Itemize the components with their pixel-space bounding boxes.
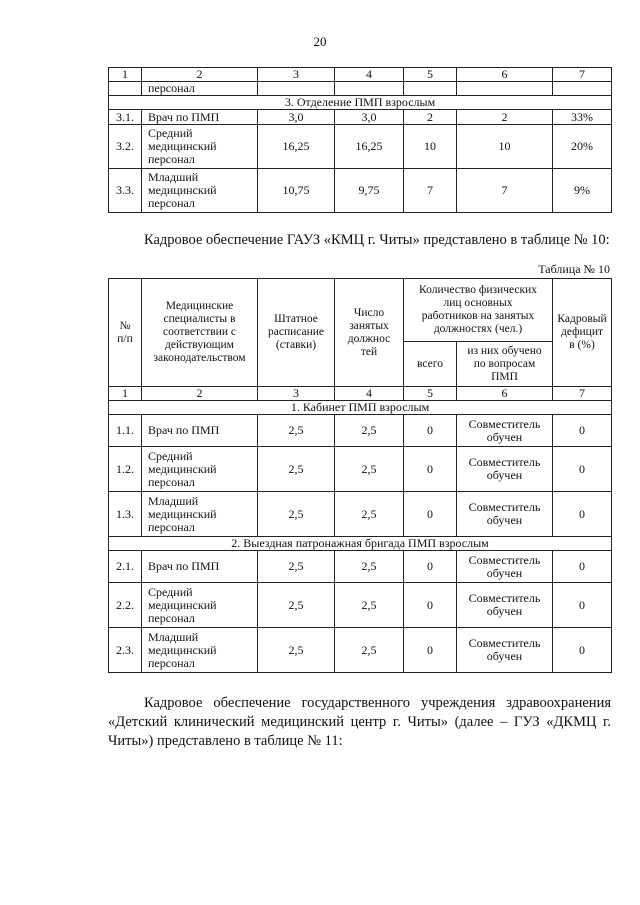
table-row — [109, 551, 612, 583]
table-cell: 1 — [109, 68, 142, 82]
table-row — [109, 583, 612, 628]
table-cell: 9,75 — [335, 169, 404, 213]
table-row — [109, 415, 612, 447]
table-cell: 10,75 — [258, 169, 335, 213]
table-cell: Совместитель обучен — [457, 551, 553, 583]
header-occupied: Число занятых должнос тей — [335, 279, 404, 387]
table-cell: 0 — [404, 628, 457, 673]
table-cell: 3.1. — [109, 110, 142, 125]
table-cell: 2,5 — [258, 447, 335, 492]
header-num: № п/п — [109, 279, 142, 387]
table-cell: 0 — [553, 551, 612, 583]
table10-caption: Таблица № 10 — [538, 262, 610, 276]
table-cell: 5 — [404, 387, 457, 401]
table-cell: Средний медицинский персонал — [142, 583, 258, 628]
table-cell: Младший медицинский персонал — [142, 169, 258, 213]
section-row — [109, 96, 612, 110]
table-row — [109, 492, 612, 537]
table-cell: 6 — [457, 68, 553, 82]
table-cell: 0 — [404, 551, 457, 583]
header-total: всего — [404, 342, 457, 387]
table-cell: 9% — [553, 169, 612, 213]
table-cell: 2,5 — [258, 415, 335, 447]
table-cell: 3,0 — [335, 110, 404, 125]
table-cell — [457, 82, 553, 96]
table-cell: 2,5 — [335, 447, 404, 492]
page-number: 20 — [313, 34, 327, 49]
table-cell: 2,5 — [258, 583, 335, 628]
table-cell: 2,5 — [335, 492, 404, 537]
paragraph-table10-intro: Кадровое обеспечение ГАУЗ «КМЦ г. Читы» представлено в таблице № 10: — [144, 232, 610, 248]
table-cell: 0 — [553, 415, 612, 447]
table-cell: 1.3. — [109, 492, 142, 537]
table-cell: Совместитель обучен — [457, 583, 553, 628]
table-cell: Совместитель обучен — [457, 628, 553, 673]
table-cell — [335, 82, 404, 96]
table-cell: 10 — [457, 125, 553, 169]
table-cell: 5 — [404, 68, 457, 82]
table-cell: Младший медицинский персонал — [142, 628, 258, 673]
table-cell: 3 — [258, 387, 335, 401]
table-cell: 20% — [553, 125, 612, 169]
header-staffing: Штатное расписание (ставки) — [258, 279, 335, 387]
section-title: 2. Выездная патронажная бригада ПМП взрослым — [109, 537, 612, 551]
table-cell: 3.3. — [109, 169, 142, 213]
table-cell: 1.1. — [109, 415, 142, 447]
table-cell: 2,5 — [335, 583, 404, 628]
table-cell: 2,5 — [335, 551, 404, 583]
table-row — [109, 628, 612, 673]
table-cell: Врач по ПМП — [142, 415, 258, 447]
table-cell: 7 — [553, 68, 612, 82]
table-cell: Совместитель обучен — [457, 492, 553, 537]
section-title: 3. Отделение ПМП взрослым — [109, 96, 612, 110]
table-row — [109, 169, 612, 213]
table-cell: 2.1. — [109, 551, 142, 583]
section-row — [109, 537, 612, 551]
table-cell: 16,25 — [335, 125, 404, 169]
table-cell: 3 — [258, 68, 335, 82]
table-cell: 0 — [553, 447, 612, 492]
table-cell — [109, 82, 142, 96]
table-cell: персонал — [142, 82, 258, 96]
table-cell: Врач по ПМП — [142, 551, 258, 583]
table-cell: 10 — [404, 125, 457, 169]
table-row — [109, 447, 612, 492]
table-cell: 1.2. — [109, 447, 142, 492]
table-cell: 0 — [553, 492, 612, 537]
table-cell: 7 — [404, 169, 457, 213]
table-cell: 0 — [404, 415, 457, 447]
header-physical-persons: Количество физических лиц основных работников на занятых должностях (чел.) — [404, 279, 553, 342]
table-cell: 16,25 — [258, 125, 335, 169]
table-cell: 7 — [553, 387, 612, 401]
table-cell: 0 — [404, 583, 457, 628]
table-cell: 2.3. — [109, 628, 142, 673]
table-cell: 3,0 — [258, 110, 335, 125]
paragraph-table11-intro: Кадровое обеспечение государственного учреждения здравоохранения «Детский клинический медицинский центр г. Читы» (далее – ГУЗ «ДКМЦ г. Читы») представлено в таблице № 11: — [108, 695, 611, 749]
header-trained: из них обучено по вопросам ПМП — [457, 342, 553, 387]
table-cell: 2,5 — [335, 415, 404, 447]
table-cell: Совместитель обучен — [457, 447, 553, 492]
table-cell: 0 — [404, 492, 457, 537]
table-cell: 2,5 — [258, 551, 335, 583]
table-cell: 6 — [457, 387, 553, 401]
table-cell — [553, 82, 612, 96]
table-10 — [108, 278, 612, 673]
table-cell: 3.2. — [109, 125, 142, 169]
header-specialists: Медицинские специалисты в соответствии с действующим законодательством — [142, 279, 258, 387]
table-row — [109, 125, 612, 169]
table-cell: 2,5 — [335, 628, 404, 673]
column-numbers-row — [109, 387, 612, 401]
table-cell: Средний медицинский персонал — [142, 447, 258, 492]
section-title: 1. Кабинет ПМП взрослым — [109, 401, 612, 415]
column-numbers-row — [109, 68, 612, 82]
table-cell: 2,5 — [258, 492, 335, 537]
table-cell: 7 — [457, 169, 553, 213]
table-cell: 2 — [404, 110, 457, 125]
table-cell: Средний медицинский персонал — [142, 125, 258, 169]
table-cell: 0 — [553, 628, 612, 673]
table-cell: 2 — [142, 68, 258, 82]
table-row — [109, 110, 612, 125]
table-cell: Врач по ПМП — [142, 110, 258, 125]
table-cell: 2.2. — [109, 583, 142, 628]
table-cell: 4 — [335, 68, 404, 82]
table-cell: Младший медицинский персонал — [142, 492, 258, 537]
table-cell — [404, 82, 457, 96]
section-row — [109, 401, 612, 415]
header-deficit: Кадровый дефицит в (%) — [553, 279, 612, 387]
table-cell — [258, 82, 335, 96]
carry-over-row — [109, 82, 612, 96]
table-cell: 0 — [553, 583, 612, 628]
table-cell: 2 — [457, 110, 553, 125]
table-cell: 2 — [142, 387, 258, 401]
table-cell: Совместитель обучен — [457, 415, 553, 447]
previous-table-continuation — [108, 67, 612, 213]
table-cell: 4 — [335, 387, 404, 401]
table-cell: 33% — [553, 110, 612, 125]
table-cell: 1 — [109, 387, 142, 401]
table-cell: 0 — [404, 447, 457, 492]
table-cell: 2,5 — [258, 628, 335, 673]
